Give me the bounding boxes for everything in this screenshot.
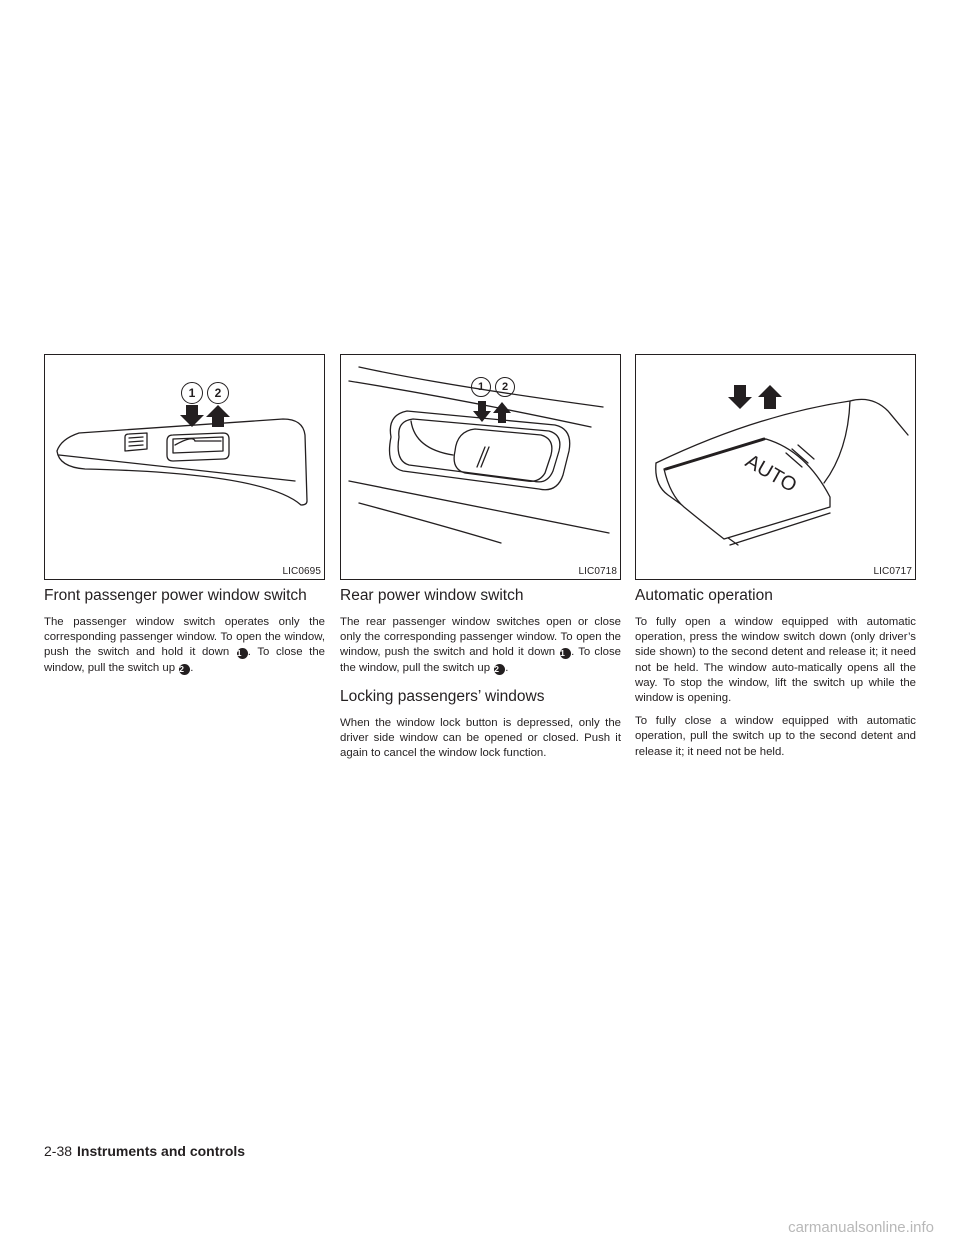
watermark: carmanualsonline.info	[788, 1219, 934, 1236]
arrow-up-icon	[758, 385, 782, 409]
callout-marker-2: 2	[495, 377, 515, 397]
section-title: Instruments and controls	[77, 1143, 246, 1159]
page-number: 2-38	[44, 1143, 73, 1159]
section-heading: Rear power window switch	[340, 587, 524, 604]
callout-marker-1: 1	[181, 382, 203, 404]
section-subheading: Locking passengers’ windows	[340, 687, 545, 705]
body-paragraph: To fully open a window equipped with automatic operation, press the window switch down (only driver’s side shown) to the second detent and release it; it need not be held. The window auto-matically opens all the way. To stop the window, lift the switch up while the window is opening.	[635, 616, 916, 705]
figure-rear-window-switch	[340, 354, 621, 580]
arrow-down-icon	[180, 405, 204, 427]
page-footer	[44, 1143, 245, 1159]
figure-auto-switch	[635, 354, 916, 580]
callout-1-icon: 1	[237, 648, 248, 659]
body-paragraph: When the window lock button is depressed, only the driver side window can be opened or closed. Push it again to cancel the window lock function.	[340, 716, 621, 760]
column-front-passenger	[44, 354, 325, 684]
section-heading: Front passenger power window switch	[44, 587, 307, 604]
column-automatic	[635, 354, 916, 768]
callout-marker-2: 2	[207, 382, 229, 404]
figure-front-passenger-switch	[44, 354, 325, 580]
body-paragraph: The rear passenger window switches open or close only the corresponding passenger window. To open the window, push the switch and hold it down 1 . To close the window, pull the switch up 2 .	[340, 616, 621, 674]
body-paragraph: The passenger window switch operates only the corresponding passenger window. To open the window, push the switch and hold it down 1 . To close the window, pull the switch up 2 .	[44, 616, 325, 674]
figure-code: LIC0718	[578, 566, 617, 577]
arrow-up-icon	[493, 402, 511, 423]
figure-code: LIC0695	[282, 566, 321, 577]
callout-marker-1: 1	[471, 377, 491, 397]
arrow-icons	[45, 355, 324, 579]
arrow-up-icon	[206, 405, 230, 427]
callout-2-icon: 2	[179, 664, 190, 675]
arrow-icons	[341, 355, 620, 579]
auto-label: AUTO	[741, 450, 801, 497]
callout-1-icon: 1	[560, 648, 571, 659]
figure-code: LIC0717	[873, 566, 912, 577]
section-heading: Automatic operation	[635, 587, 773, 604]
auto-switch-illustration	[636, 355, 915, 579]
arrow-down-icon	[728, 385, 752, 409]
column-rear-window	[340, 354, 621, 769]
body-paragraph: To fully close a window equipped with automatic operation, pull the switch up to the second detent and release it; it need not be held.	[635, 715, 916, 758]
arrow-down-icon	[473, 401, 491, 422]
callout-2-icon: 2	[494, 664, 505, 675]
